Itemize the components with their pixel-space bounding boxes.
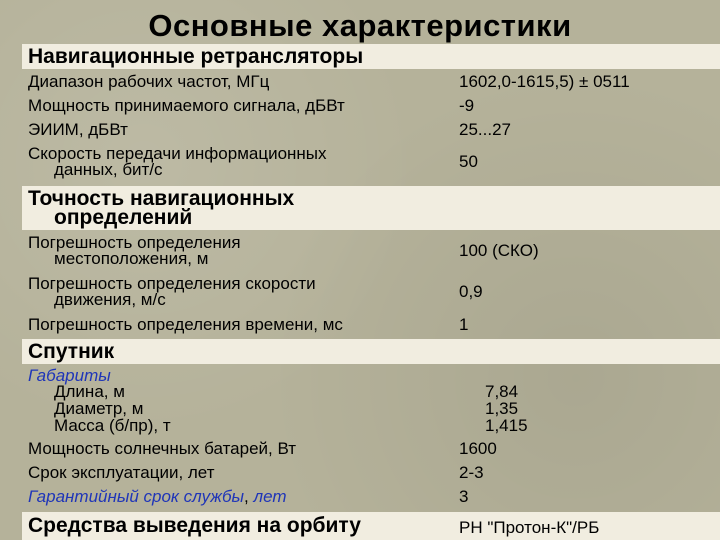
- row-label: Масса (б/пр), т: [54, 416, 171, 435]
- warranty-label-sep: ,: [244, 487, 249, 506]
- section-header-launch: [22, 512, 720, 540]
- row-label: Погрешность определения времени, мс: [28, 315, 343, 334]
- row-received-power: [28, 98, 720, 118]
- row-label: Диапазон рабочих частот, МГц: [28, 72, 270, 91]
- section-title-accuracy-line1: Точность навигационных: [28, 187, 295, 210]
- row-time-error: [28, 317, 720, 337]
- row-value: 7,84: [485, 382, 519, 401]
- row-value: 2-3: [459, 463, 484, 482]
- row-service-life: [28, 465, 720, 485]
- page-title: Основные характеристики: [148, 8, 572, 43]
- section-title-satellite: Спутник: [28, 340, 115, 363]
- row-label: ЭИИМ, дБВт: [28, 120, 128, 139]
- section-header-nav: [22, 44, 720, 69]
- section-title-nav: Навигационные ретрансляторы: [28, 45, 364, 68]
- row-label: Длина, м: [54, 382, 125, 401]
- row-value: 50: [459, 152, 478, 171]
- section-header-satellite: [22, 339, 720, 364]
- section-title-accuracy-line2: определений: [54, 206, 193, 229]
- row-label: Мощность принимаемого сигнала, дБВт: [28, 96, 345, 115]
- row-label-line1: Погрешность определения: [28, 233, 241, 252]
- row-label-line1: Скорость передачи информационных: [28, 144, 327, 163]
- row-label: Диаметр, м: [54, 399, 144, 418]
- warranty-label-unit: лет: [248, 487, 287, 506]
- row-value: 3: [459, 487, 469, 506]
- row-value: 100 (СКО): [459, 241, 539, 260]
- row-value: 1600: [459, 439, 497, 458]
- row-value: 0,9: [459, 282, 483, 301]
- row-label: [28, 489, 287, 505]
- row-label: Мощность солнечных батарей, Вт: [28, 439, 297, 458]
- row-velocity-error: [28, 276, 720, 310]
- launch-vehicle-value: РН "Протон-К"/РБ: [459, 518, 600, 537]
- row-eirp: [28, 122, 720, 142]
- row-position-error: [28, 235, 720, 269]
- section-title-launch: Средства выведения на орбиту: [28, 514, 361, 537]
- row-solar-power: [28, 441, 720, 461]
- row-label-line2: движения, м/с: [54, 290, 166, 309]
- row-value: 25...27: [459, 120, 511, 139]
- row-value: 1602,0-1615,5) ± 0511: [459, 72, 630, 91]
- row-value: 1: [459, 315, 469, 334]
- row-value: 1,415: [485, 416, 528, 435]
- warranty-label-main: Гарантийный срок службы: [28, 487, 245, 506]
- row-label-line2: данных, бит/с: [54, 160, 163, 179]
- row-warranty: [28, 489, 720, 509]
- row-label: Срок эксплуатации, лет: [28, 463, 215, 482]
- row-data-rate: [28, 146, 720, 180]
- row-frequency-range: [28, 74, 720, 94]
- dimensions-label: Габариты: [28, 366, 111, 385]
- row-label-line1: Погрешность определения скорости: [28, 274, 316, 293]
- row-mass: [28, 418, 720, 436]
- row-value: -9: [459, 96, 475, 115]
- row-label-line2: местоположения, м: [54, 249, 209, 268]
- row-value: 1,35: [485, 399, 519, 418]
- section-header-accuracy: [22, 186, 720, 230]
